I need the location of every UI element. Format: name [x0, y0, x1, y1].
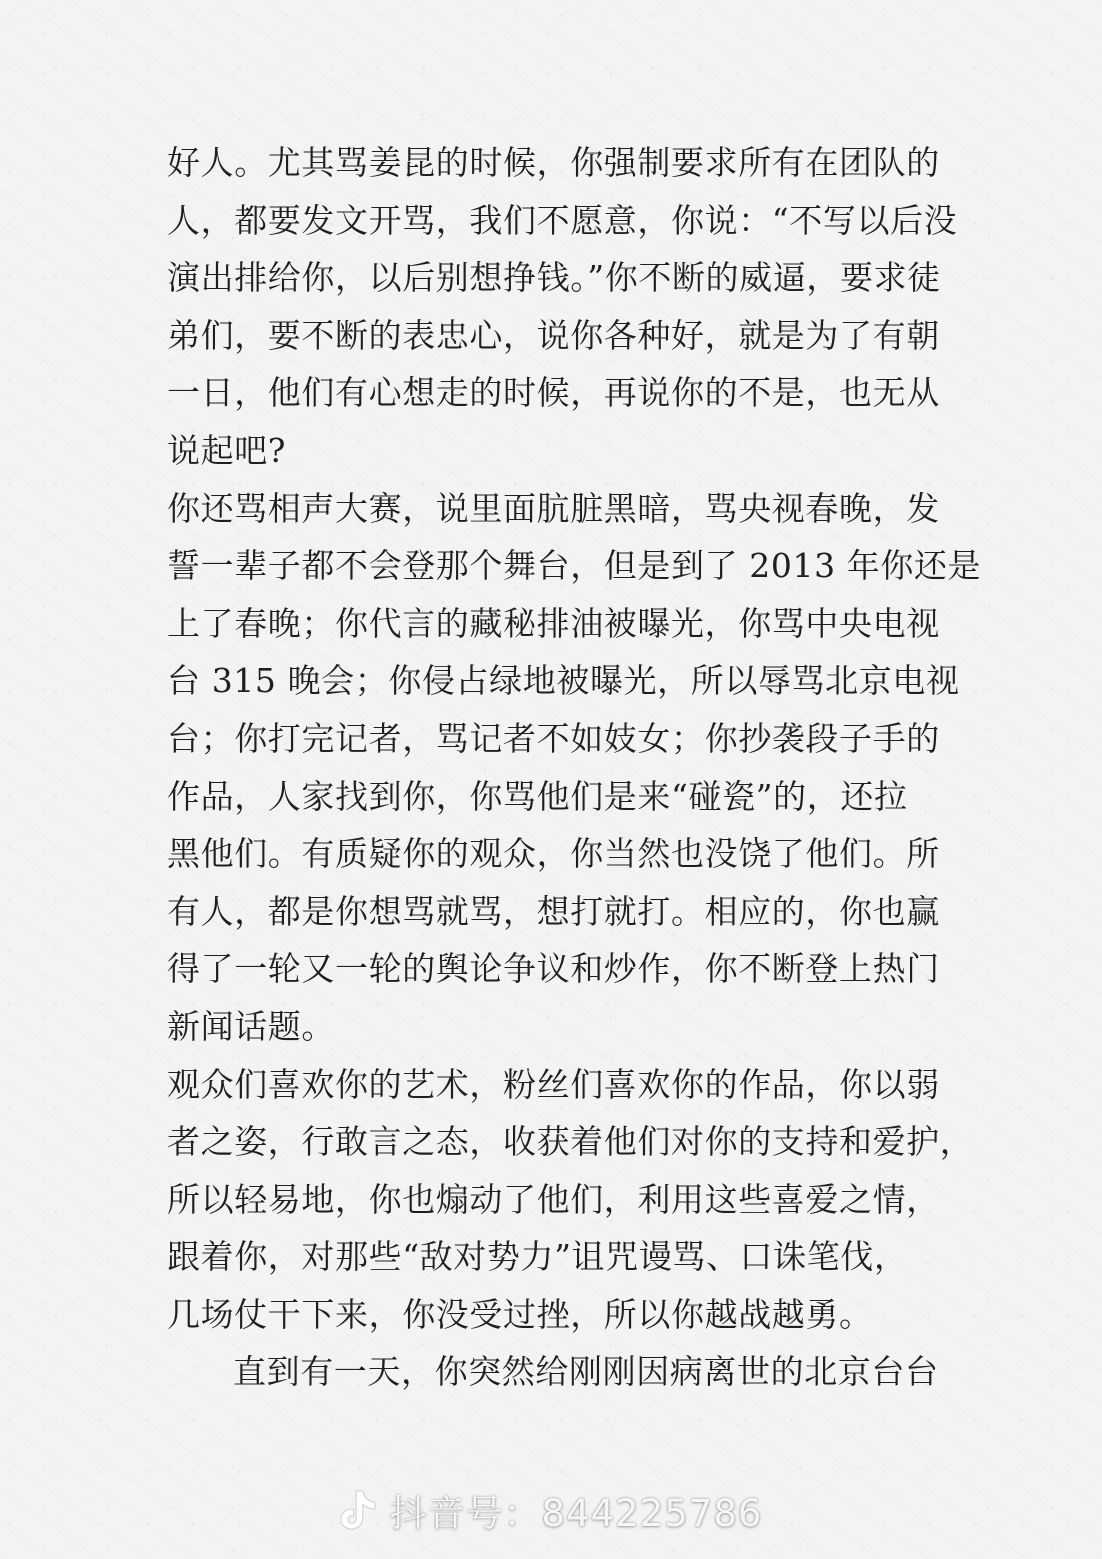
text-line-14: 有人，都是你想骂就骂，想打就打。相应的，你也赢 — [167, 891, 940, 931]
douyin-logo-icon — [340, 1488, 378, 1532]
text-line-4: 弟们，要不断的表忠心，说你各种好，就是为了有朝 — [167, 315, 940, 355]
text-line-22: 直到有一天，你突然给刚刚因病离世的北京台台 — [233, 1352, 939, 1392]
text-line-16: 新闻话题。 — [167, 1006, 335, 1046]
text-line-9: 上了春晚；你代言的藏秘排油被曝光，你骂中央电视 — [167, 603, 940, 643]
douyin-watermark — [0, 1478, 1102, 1542]
text-line-2: 人，都要发文开骂，我们不愿意，你说：“不写以后没 — [167, 200, 958, 240]
text-line-10: 台 315 晚会；你侵占绿地被曝光，所以辱骂北京电视 — [167, 661, 960, 701]
text-line-5: 一日，他们有心想走的时候，再说你的不是，也无从 — [167, 373, 940, 413]
text-line-21: 几场仗干下来，你没受过挫，所以你越战越勇。 — [167, 1294, 873, 1334]
text-line-7: 你还骂相声大赛，说里面肮脏黑暗，骂央视春晚，发 — [167, 488, 940, 528]
text-line-20: 跟着你，对那些“敌对势力”诅咒谩骂、口诛笔伐， — [167, 1237, 908, 1277]
text-line-12: 作品，人家找到你，你骂他们是来“碰瓷”的，还拉 — [167, 776, 908, 816]
text-line-13: 黑他们。有质疑你的观众，你当然也没饶了他们。所 — [167, 834, 940, 874]
article-body — [167, 134, 982, 1401]
text-line-6: 说起吧? — [167, 430, 287, 470]
text-line-8: 誓一辈子都不会登那个舞台，但是到了 2013 年你还是 — [167, 546, 982, 586]
text-line-1: 好人。尤其骂姜昆的时候，你强制要求所有在团队的 — [167, 143, 940, 182]
text-line-19: 所以轻易地，你也煽动了他们，利用这些喜爱之情， — [167, 1179, 940, 1219]
text-line-11: 台；你打完记者，骂记者不如妓女；你抄袭段子手的 — [167, 718, 940, 758]
text-line-17: 观众们喜欢你的艺术，粉丝们喜欢你的作品，你以弱 — [167, 1064, 940, 1104]
text-line-18: 者之姿，行敢言之态，收获着他们对你的支持和爱护， — [167, 1122, 974, 1162]
text-line-15: 得了一轮又一轮的舆论争议和炒作，你不断登上热门 — [167, 949, 940, 989]
watermark-text: 抖音号：844225786 — [389, 1492, 763, 1535]
text-line-3: 演出排给你，以后别想挣钱。”你不断的威逼，要求徒 — [167, 258, 941, 298]
